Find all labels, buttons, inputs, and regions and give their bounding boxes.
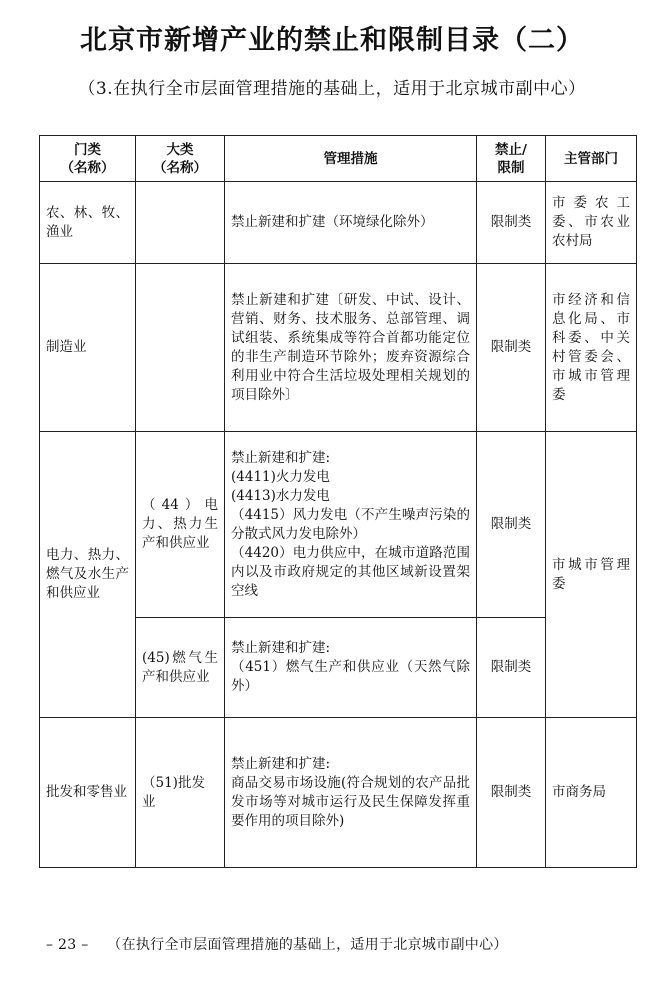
catalog-table (39, 135, 637, 868)
type-cell: 限制类 (477, 264, 546, 432)
major-cell: （51)批发业 (136, 718, 225, 868)
major-cell: （44）电力、热力生产和供应业 (136, 432, 225, 618)
measure-cell: 禁止新建和扩建（环境绿化除外） (225, 182, 477, 264)
measure-cell: 禁止新建和扩建: （451）燃气生产和供应业（天然气除外） (225, 618, 477, 718)
table-row (40, 718, 637, 868)
major-cell (136, 264, 225, 432)
type-cell: 限制类 (477, 432, 546, 618)
type-cell: 限制类 (477, 618, 546, 718)
measure-cell: 禁止新建和扩建: (4411)火力发电 (4413)水力发电 （4415）风力发电（不产生噪声污染的分散式风力发电除外） （4420）电力供应中，在城市道路范围内以及市政府规定的其他区域新设置架空线 (225, 432, 477, 618)
dept-cell: 市城市管理委 (546, 432, 637, 718)
dept-cell: 市经济和信息化局、市科委、中关村管委会、市城市管理委 (546, 264, 637, 432)
category-cell: 批发和零售业 (40, 718, 136, 868)
table-row (40, 264, 637, 432)
footer-note: （在执行全市层面管理措施的基础上，适用于北京城市副中心） (107, 937, 508, 953)
category-cell: 电力、热力、燃气及水生产和供应业 (40, 432, 136, 718)
page-title: 北京市新增产业的禁止和限制目录（二） (80, 25, 584, 56)
page-number: – 23 – (46, 937, 89, 953)
header-category: 门类 （名称） (40, 136, 136, 182)
page-footer (46, 934, 508, 954)
page-subtitle: （3.在执行全市层面管理措施的基础上，适用于北京城市副中心） (78, 79, 586, 99)
measure-cell: 禁止新建和扩建〔研发、中试、设计、营销、财务、技术服务、总部管理、调试组装、系统集成等符合首都功能定位的非生产制造环节除外；废弃资源综合利用业中符合生活垃圾处理相关规划的项目除外〕 (225, 264, 477, 432)
header-dept: 主管部门 (546, 136, 637, 182)
type-cell: 限制类 (477, 182, 546, 264)
category-cell: 农、林、牧、渔业 (40, 182, 136, 264)
dept-cell: 市商务局 (546, 718, 637, 868)
table-row (40, 182, 637, 264)
table-header-row (40, 136, 637, 182)
header-measure: 管理措施 (225, 136, 477, 182)
table-row (40, 432, 637, 618)
type-cell: 限制类 (477, 718, 546, 868)
measure-cell: 禁止新建和扩建: 商品交易市场设施(符合规划的农产品批发市场等对城市运行及民生保障发挥重要作用的项目除外) (225, 718, 477, 868)
dept-cell: 市委农工委、市农业农村局 (546, 182, 637, 264)
major-cell: (45)燃气生产和供应业 (136, 618, 225, 718)
header-type: 禁止/ 限制 (477, 136, 546, 182)
category-cell: 制造业 (40, 264, 136, 432)
header-major: 大类 （名称） (136, 136, 225, 182)
major-cell (136, 182, 225, 264)
